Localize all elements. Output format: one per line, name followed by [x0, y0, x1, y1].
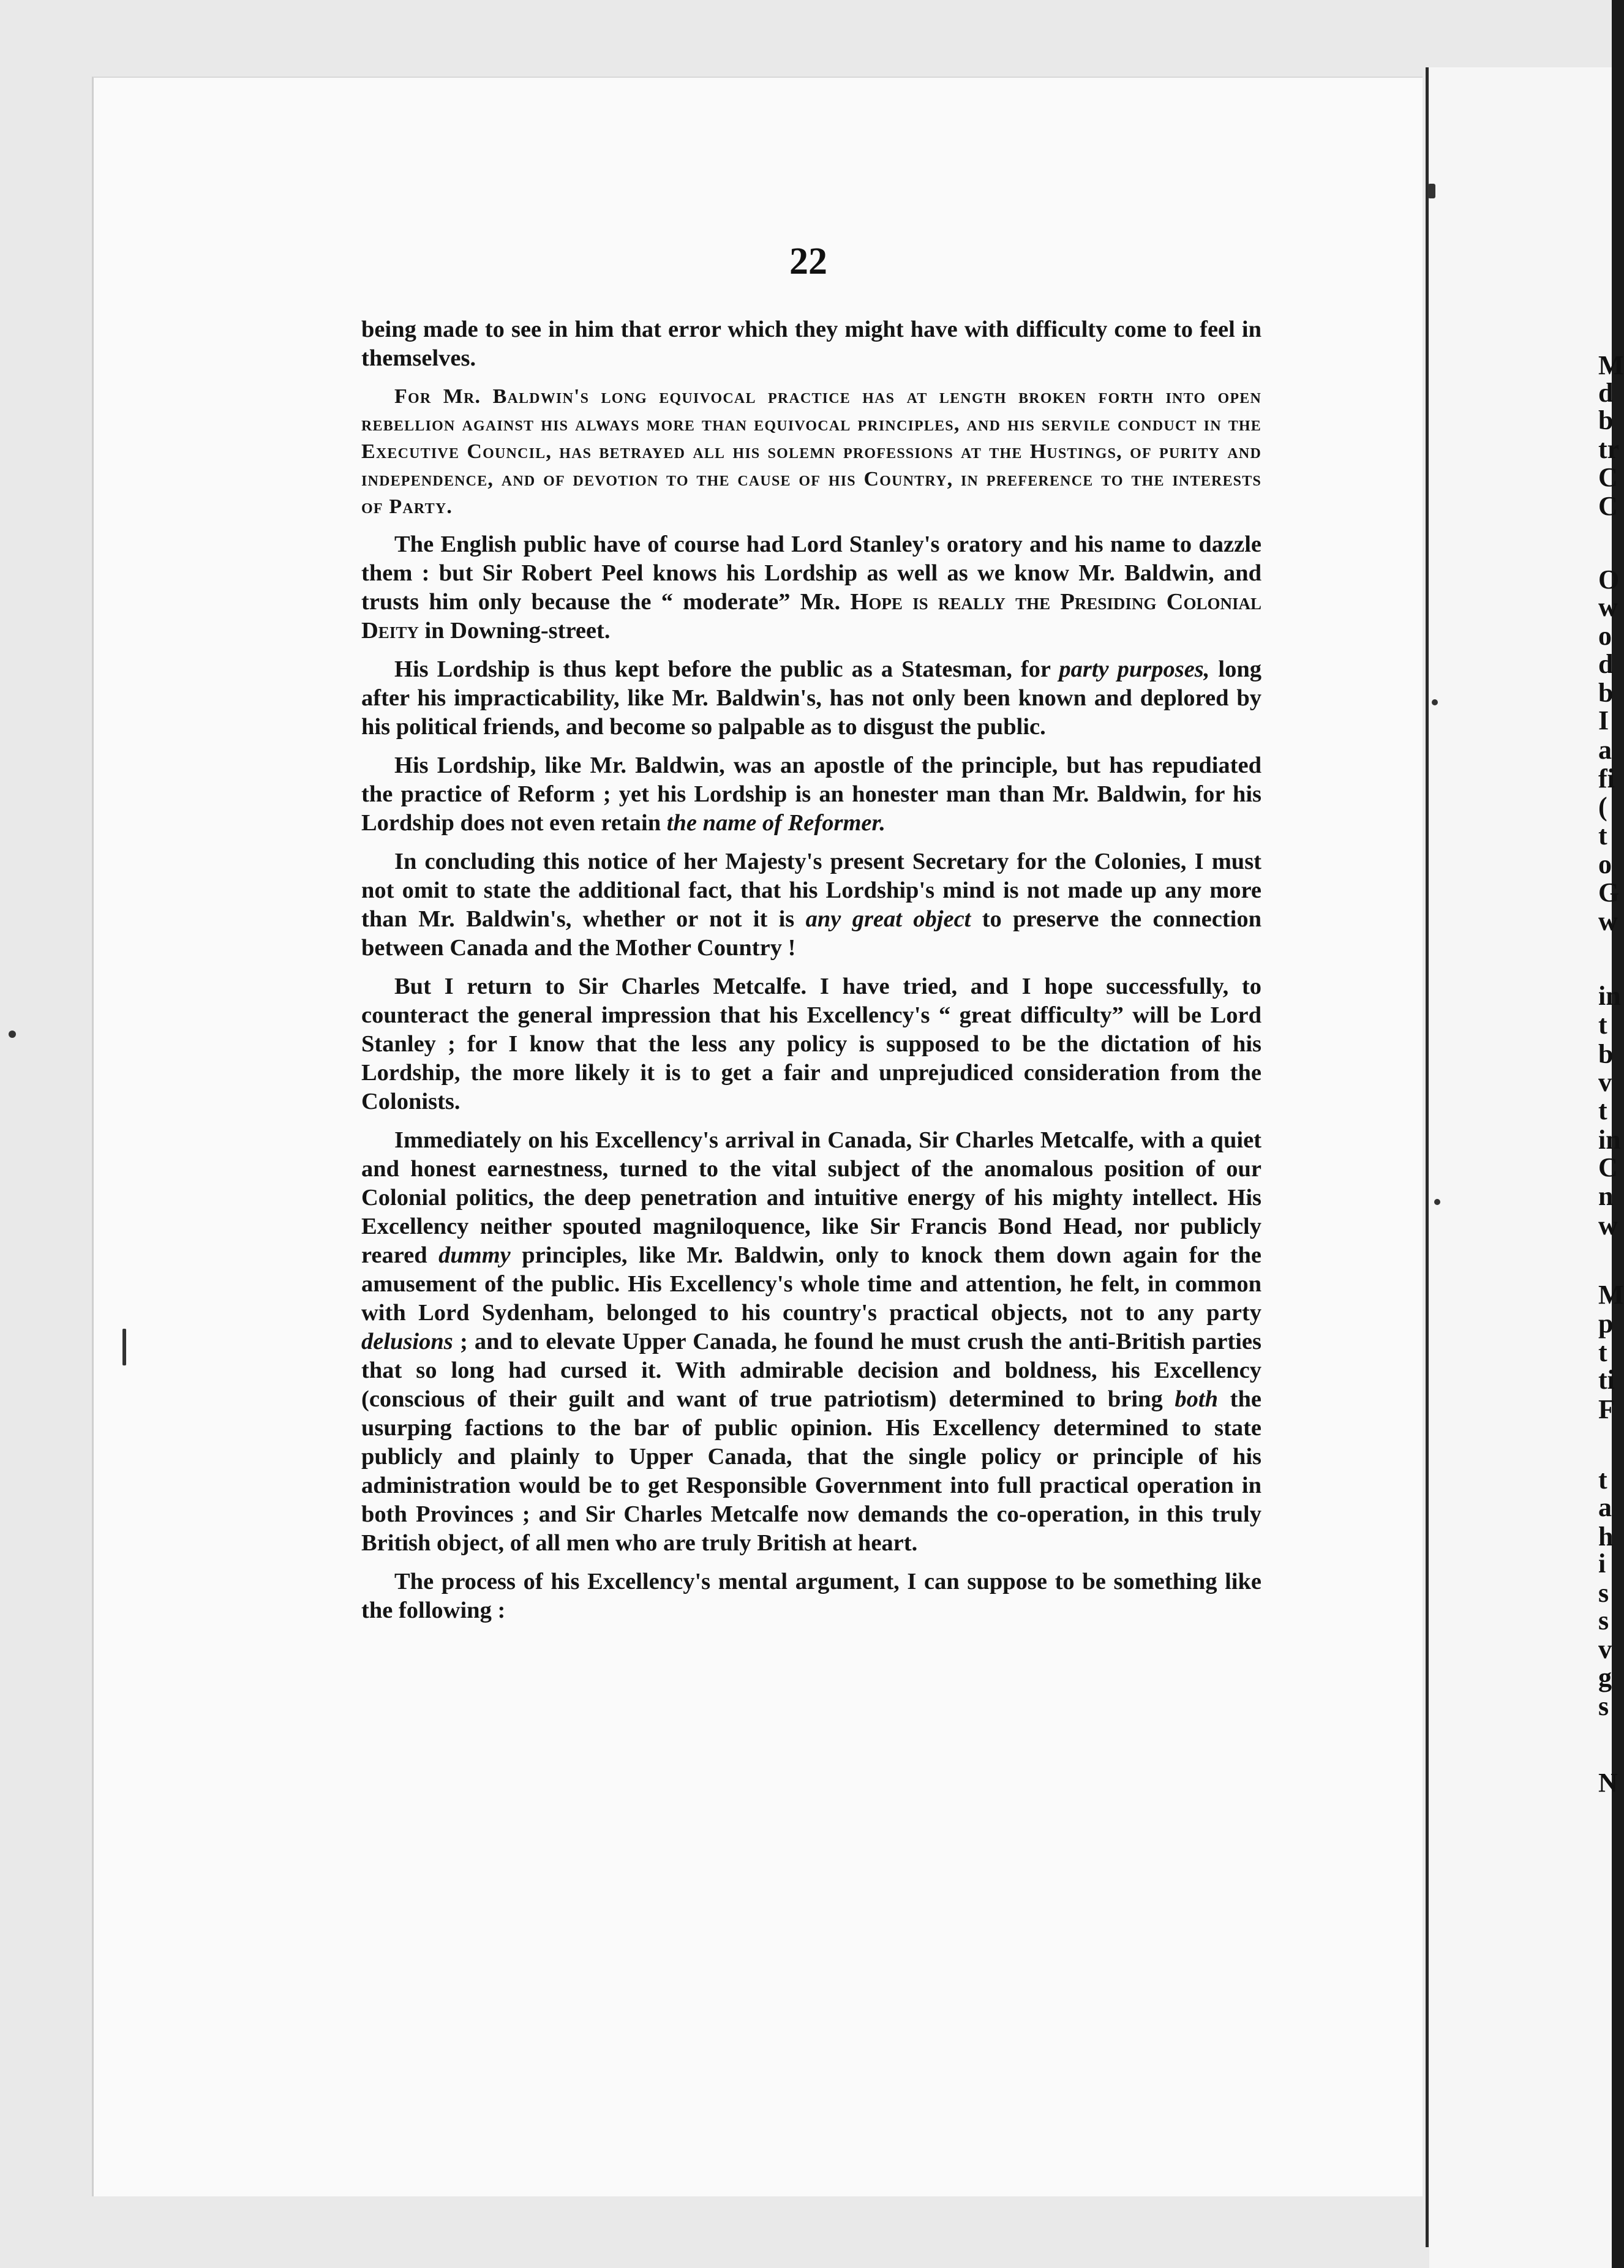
right-page-line-start: w: [1598, 1211, 1618, 1241]
right-page-line-start: (: [1598, 792, 1607, 822]
right-page-line-start: N: [1598, 1768, 1618, 1798]
right-page-line-start: t: [1598, 1095, 1607, 1125]
right-page-line-start: C: [1598, 491, 1618, 521]
right-page-line-start: in: [1598, 1125, 1621, 1155]
scan-speck: [1428, 184, 1435, 198]
right-page-line-start: v: [1598, 1067, 1612, 1097]
right-page-edge: [1429, 67, 1612, 2268]
right-page-line-start: fi: [1598, 764, 1615, 794]
book-gutter: [1426, 67, 1429, 2247]
paragraph-2-small-caps: For Mr. Baldwin's long equivocal practice has at length broken forth into open rebellion against his always more than equivocal principles, and his servile conduct in the Executive Council, has betrayed all his solemn professions at the Hustings, of purity and independence, and of devotion to the cause of his Country, in preference to the interests of Party.: [361, 385, 1261, 518]
right-page-line-start: I: [1598, 705, 1609, 735]
paragraph-4: His Lordship is thus kept before the public as a Statesman, for party purposes, long after his impracticability, like Mr. Baldwin's, has not only been known and deplored by his political friends, and become so palpable as to disgust the public.: [361, 656, 1262, 740]
right-page-line-start: ti: [1598, 1365, 1615, 1395]
right-page-line-start: w: [1598, 906, 1618, 936]
right-page-line-start: d: [1598, 378, 1614, 408]
right-page-line-start: t: [1598, 820, 1607, 850]
right-page-line-start: C: [1598, 462, 1618, 492]
body-text: [361, 315, 1261, 1635]
right-page-line-start: i: [1598, 1549, 1606, 1579]
paragraph-6: In concluding this notice of her Majesty's present Secretary for the Colonies, I must not omit to state the additional fact, that his Lordship's mind is not made up any more than Mr. Baldwin's, whether or not it is any great object to preserve the connection between Canada and the Mother Country !: [361, 849, 1261, 961]
right-page-line-start: a: [1598, 1492, 1612, 1522]
right-page-line-start: o: [1598, 621, 1612, 651]
right-page-line-start: w: [1598, 592, 1618, 622]
scan-speck: [122, 1329, 126, 1365]
right-page-line-start: in: [1598, 981, 1621, 1011]
scan-speck: [1434, 1199, 1440, 1205]
scan-speck: [9, 1031, 16, 1038]
right-page-line-start: d: [1598, 649, 1614, 679]
right-page-line-start: g: [1598, 1662, 1612, 1692]
page-number: 22: [789, 241, 827, 282]
right-page-line-start: h: [1598, 1522, 1614, 1552]
paragraph-9: The process of his Excellency's mental argument, I can suppose to be something like the following :: [361, 1569, 1261, 1623]
right-page-line-start: b: [1598, 1039, 1614, 1069]
right-page-line-start: s: [1598, 1691, 1609, 1721]
right-page-line-start: M: [1598, 1280, 1624, 1310]
right-page-line-start: t: [1598, 1465, 1607, 1495]
right-page-line-start: v: [1598, 1634, 1612, 1664]
right-page-line-start: b: [1598, 405, 1614, 435]
right-page-line-start: o: [1598, 849, 1612, 879]
right-page-line-start: F: [1598, 1394, 1615, 1424]
right-page-line-start: s: [1598, 1605, 1609, 1635]
paragraph-8: Immediately on his Excellency's arrival in Canada, Sir Charles Metcalfe, with a quiet and honest earnestness, turned to the vital subject of the anomalous position of our Colonial politics, the deep penetration and intuitive energy of his mighty intellect. His Excellency neither spouted magniloquence, like Sir Francis Bond Head, nor publicly reared dummy principles, like Mr. Baldwin, only to knock them down again for the amusement of the public. His Excellency's whole time and attention, he felt, in common with Lord Sydenham, belonged to his country's practical objects, not to any party delusions ; and to elevate Upper Canada, he found he must crush the anti-British parties that so long had cursed it. With admirable decision and boldness, his Excellency (conscious of their guilt and want of true patriotism) determined to bring both the usurping factions to the bar of public opinion. His Excellency determined to state publicly and plainly to Upper Canada, that the single policy or principle of his administration would be to get Responsible Government into full practical operation in both Provinces ; and Sir Charles Metcalfe now demands the co-operation, in this truly British object, of all men who are truly British at heart.: [361, 1127, 1261, 1556]
right-page-line-start: b: [1598, 678, 1614, 708]
right-page-line-start: C: [1598, 1152, 1618, 1182]
right-page-line-start: G: [1598, 877, 1620, 907]
right-page-line-start: O: [1598, 565, 1620, 595]
scan-speck: [1432, 699, 1438, 705]
right-page-line-start: s: [1598, 1578, 1609, 1608]
right-page-line-start: n: [1598, 1181, 1614, 1211]
right-page-line-start: tr: [1598, 434, 1620, 464]
right-page-line-start: t: [1598, 1010, 1607, 1040]
right-page-line-start: t: [1598, 1337, 1607, 1367]
paragraph-7: But I return to Sir Charles Metcalfe. I have tried, and I hope successfully, to counteract the general impression that his Excellency's “ great difficulty” will be Lord Stanley ; for I know that the less any policy is supposed to be the dictation of his Lordship, the more likely it is to get a fair and unprejudiced consideration from the Colonists.: [361, 974, 1261, 1114]
paragraph-5: His Lordship, like Mr. Baldwin, was an apostle of the principle, but has repudiated the practice of Reform ; yet his Lordship is an honester man than Mr. Baldwin, for his Lordship does not even retain the name of Reformer.: [361, 753, 1261, 836]
paragraph-1: being made to see in him that error which they might have with difficulty come to feel in themselves.: [361, 317, 1261, 371]
right-page-line-start: a: [1598, 735, 1612, 765]
right-page-line-start: p: [1598, 1309, 1614, 1339]
right-page-line-start: M: [1598, 350, 1624, 380]
paragraph-3: The English public have of course had Lord Stanley's oratory and his name to dazzle them : but Sir Robert Peel knows his Lordship as well as we know Mr. Baldwin, and trusts him only because the “ moderate” Mr. Hope is really the Presiding Colonial Deity in Downing-street.: [361, 531, 1261, 644]
